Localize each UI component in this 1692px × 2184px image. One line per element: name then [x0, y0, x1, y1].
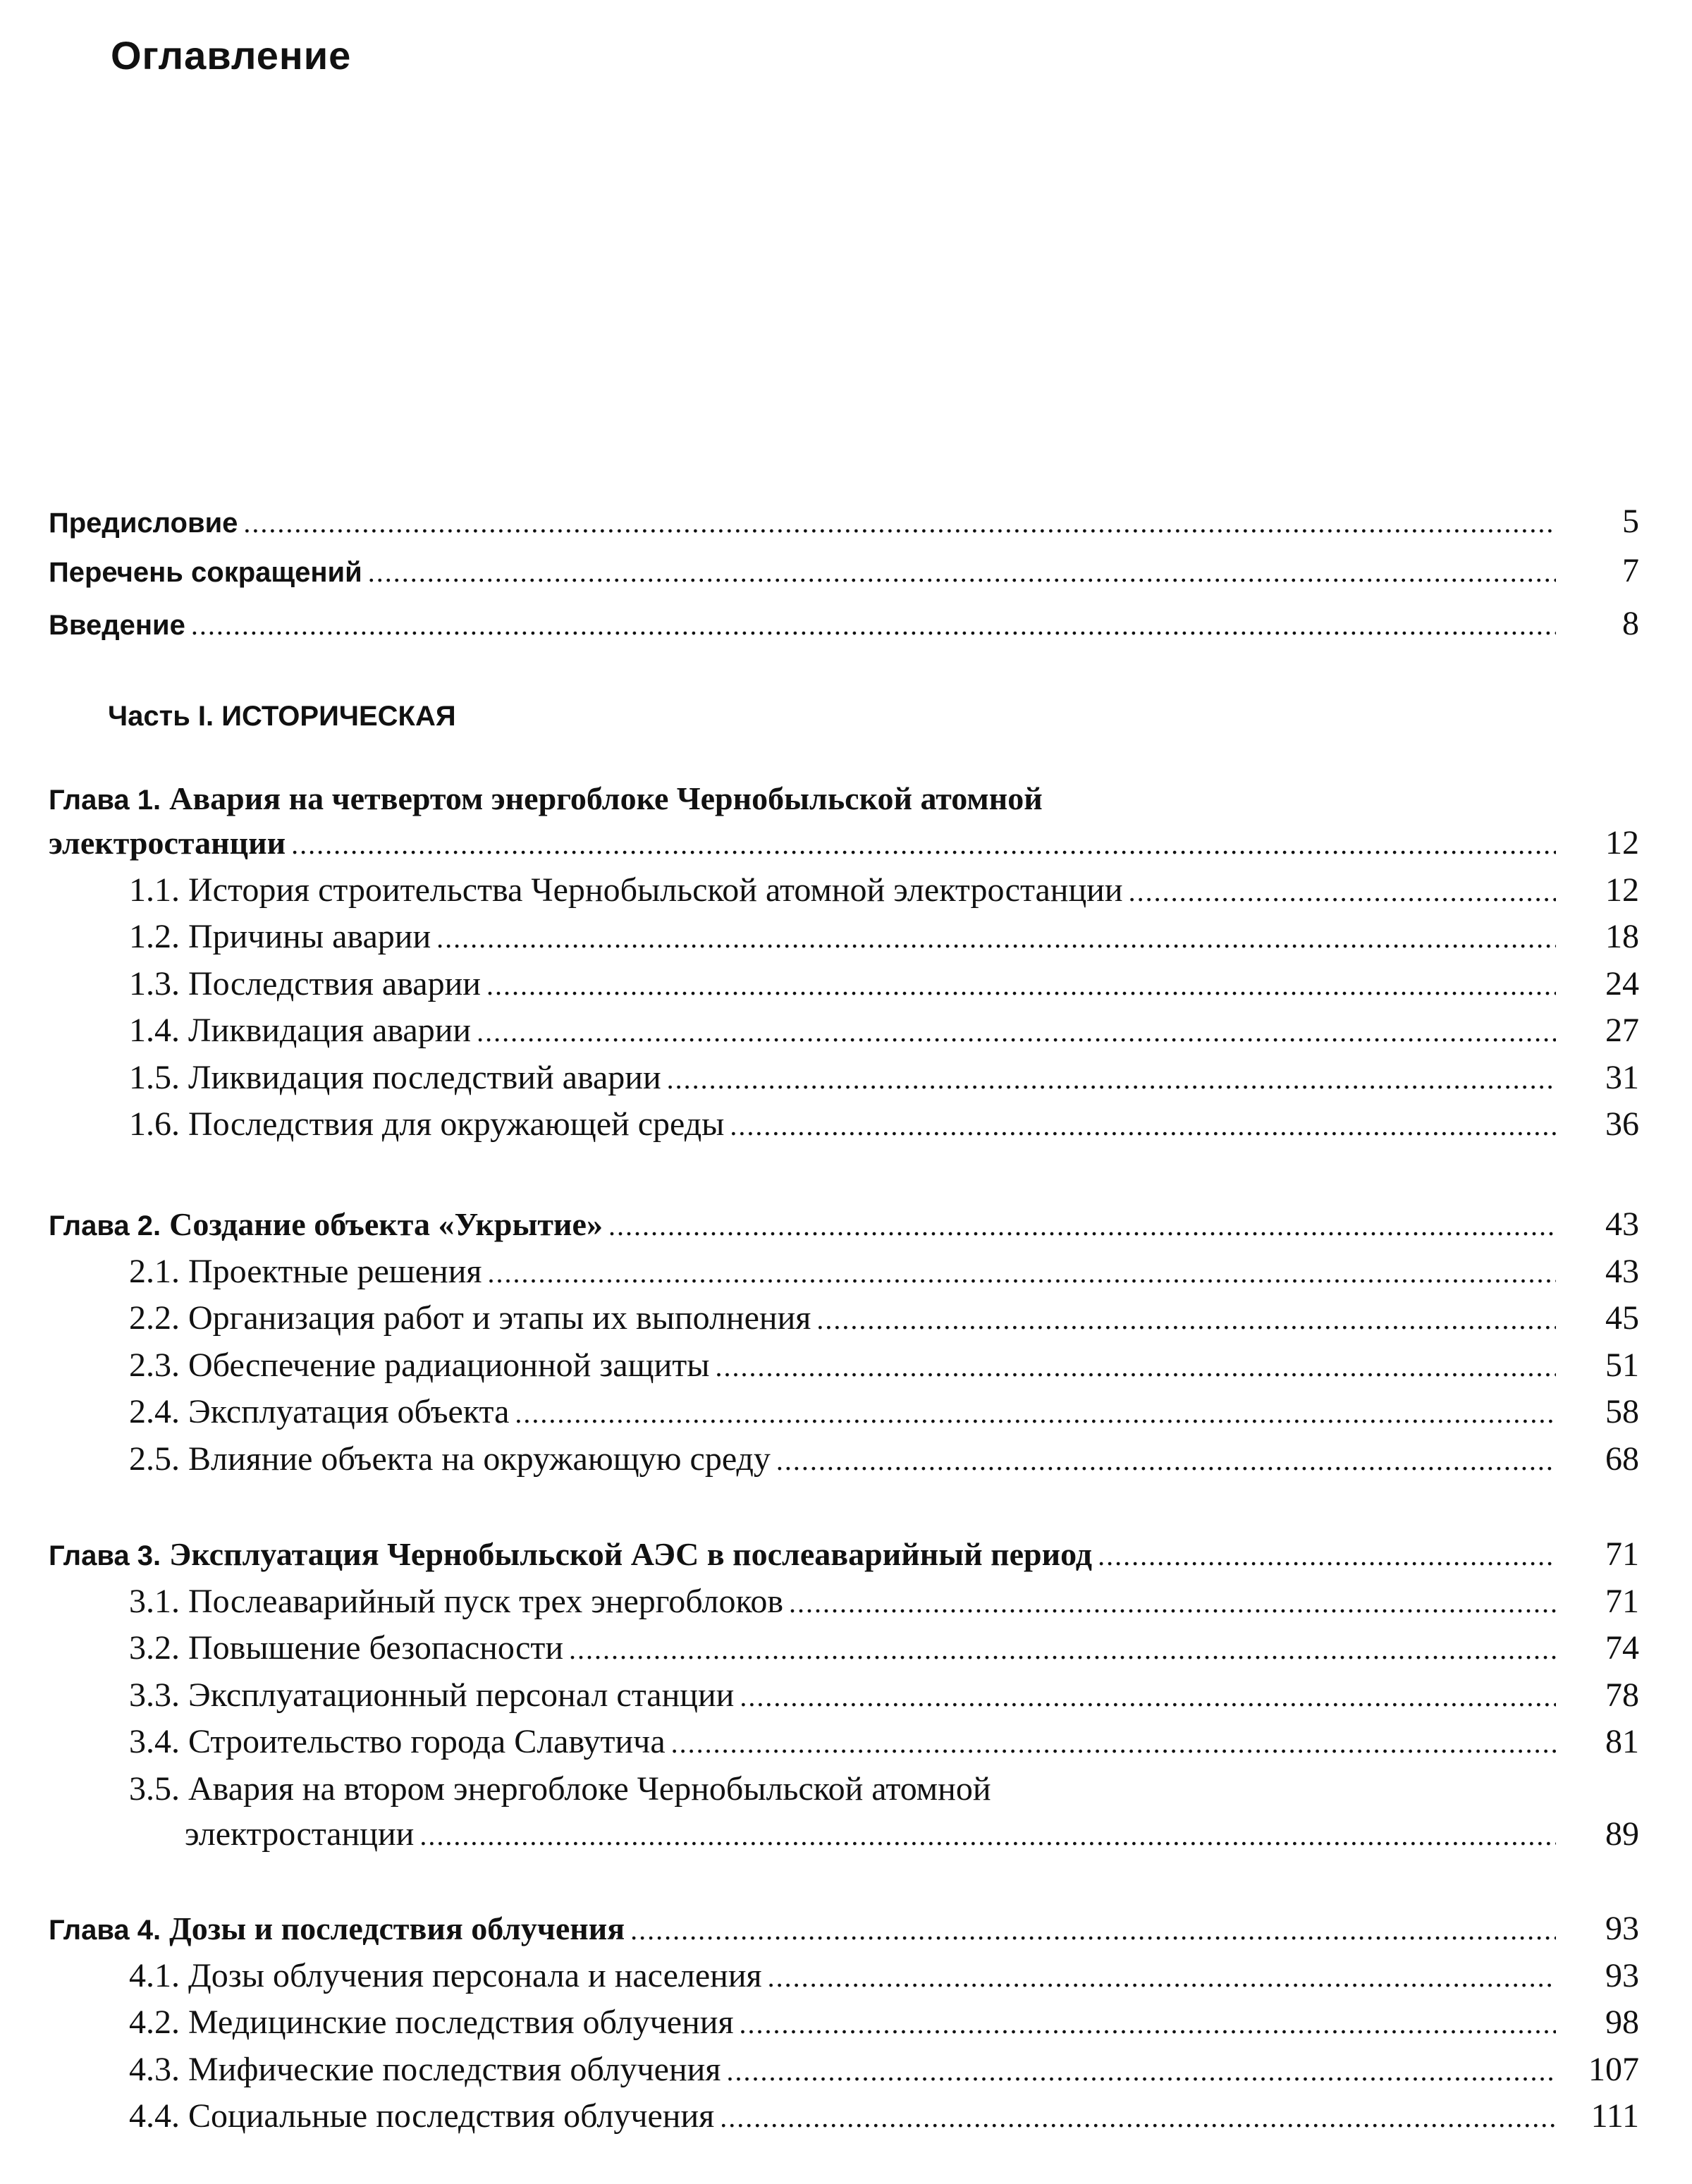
- toc-entry[interactable]: [49, 823, 1639, 866]
- toc-entry[interactable]: [49, 1535, 1639, 1577]
- page-number: 93: [1605, 1956, 1639, 1994]
- page-number: 71: [1605, 1535, 1639, 1573]
- section-label: 1.5. Ликвидация последствий аварии: [129, 1058, 661, 1096]
- section-label: 4.1. Дозы облучения персонала и населения: [129, 1956, 762, 1994]
- dot-leader: [789, 1586, 1556, 1619]
- toc-entry[interactable]: [49, 1909, 1639, 1951]
- toc-entry[interactable]: [49, 604, 1639, 646]
- dot-leader: [477, 1015, 1556, 1048]
- page-number: 7: [1622, 552, 1639, 589]
- dot-leader: [720, 2101, 1556, 2134]
- page-number: 12: [1605, 824, 1639, 861]
- toc-entry[interactable]: [129, 1105, 1639, 1147]
- dot-leader: [740, 1680, 1556, 1713]
- toc-entry[interactable]: [129, 1722, 1639, 1765]
- toc-entry[interactable]: [129, 1011, 1639, 1053]
- dot-leader: [730, 1109, 1556, 1142]
- dot-leader: [368, 556, 1556, 589]
- page-number: 107: [1588, 2050, 1639, 2088]
- dot-leader: [630, 1913, 1556, 1946]
- dot-leader: [671, 1726, 1556, 1760]
- section-label: 1.4. Ликвидация аварии: [129, 1012, 472, 1049]
- dot-leader: [740, 2007, 1556, 2040]
- page-number: 5: [1622, 503, 1639, 540]
- page-number: 27: [1605, 1012, 1639, 1049]
- page-number: 36: [1605, 1105, 1639, 1143]
- toc-entry[interactable]: [129, 1956, 1639, 1999]
- dot-leader: [436, 921, 1556, 955]
- toc-entry[interactable]: [129, 1252, 1639, 1294]
- page-number: 24: [1605, 964, 1639, 1002]
- dot-leader: [515, 1397, 1556, 1430]
- section-label: 2.1. Проектные решения: [129, 1252, 482, 1290]
- section-label: 1.3. Последствия аварии: [129, 964, 481, 1002]
- page-number: 89: [1605, 1815, 1639, 1853]
- chapter-label: [49, 779, 1043, 818]
- chapter-title: Эксплуатация Чернобыльской АЭС в послеаварийный период: [169, 1536, 1093, 1572]
- chapter-title: Авария на четвертом энергоблоке Чернобыльской атомной: [169, 780, 1043, 816]
- toc-entry[interactable]: [129, 1676, 1639, 1718]
- page-number: 45: [1605, 1299, 1639, 1337]
- page-number: 111: [1590, 2097, 1639, 2135]
- page-number: 68: [1605, 1440, 1639, 1478]
- dot-leader: [667, 1062, 1556, 1096]
- section-label: 3.1. Послеаварийный пуск трех энергоблоков: [129, 1582, 784, 1620]
- page-number: 8: [1622, 605, 1639, 642]
- toc-entry[interactable]: [129, 1299, 1639, 1341]
- toc-entry[interactable]: [129, 1058, 1639, 1100]
- section-label: 1.2. Причины аварии: [129, 918, 431, 955]
- section-label: 3.4. Строительство города Славутича: [129, 1723, 666, 1760]
- dot-leader: [726, 2054, 1556, 2087]
- chapter-prefix: Глава 2.: [49, 1210, 161, 1241]
- chapter-prefix: Глава 3.: [49, 1540, 161, 1571]
- section-label: 3.2. Повышение безопасности: [129, 1629, 564, 1667]
- page-number: 78: [1605, 1676, 1639, 1714]
- toc-entry[interactable]: [129, 1392, 1639, 1435]
- toc-entry[interactable]: [129, 1582, 1639, 1624]
- toc-entry[interactable]: [129, 871, 1639, 913]
- entry-label: Перечень сокращений: [49, 557, 362, 588]
- section-label: 4.3. Мифические последствия облучения: [129, 2050, 721, 2088]
- dot-leader: [776, 1444, 1556, 1477]
- page-number: 71: [1605, 1582, 1639, 1620]
- page-number: 93: [1605, 1910, 1639, 1947]
- dot-leader: [486, 969, 1556, 1002]
- toc-entry[interactable]: [49, 1205, 1639, 1247]
- section-label: 2.2. Организация работ и этапы их выполнения: [129, 1299, 811, 1337]
- chapter-prefix: Глава 1.: [49, 785, 161, 816]
- toc-entry[interactable]: [185, 1815, 1639, 1857]
- part-heading: Часть I. ИСТОРИЧЕСКАЯ: [108, 701, 456, 732]
- page-number: 31: [1605, 1058, 1639, 1096]
- dot-leader: [487, 1256, 1556, 1289]
- page-number: 18: [1605, 918, 1639, 955]
- toc-entry[interactable]: [129, 2003, 1639, 2045]
- dot-leader: [768, 1961, 1556, 1994]
- section-label: 2.3. Обеспечение радиационной защиты: [129, 1346, 710, 1384]
- toc-entry[interactable]: [49, 502, 1639, 544]
- toc-entry[interactable]: [129, 2050, 1639, 2092]
- toc-entry[interactable]: [49, 551, 1639, 594]
- dot-leader: [1098, 1539, 1556, 1572]
- section-label: 3.5. Авария на втором энергоблоке Чернобыльской атомной: [129, 1769, 991, 1808]
- chapter-entry[interactable]: [49, 779, 1639, 821]
- chapter-prefix: Глава 4.: [49, 1915, 161, 1946]
- dot-leader: [816, 1303, 1556, 1336]
- chapter-title-cont: электростанции: [49, 825, 286, 861]
- page-number: 74: [1605, 1629, 1639, 1667]
- page-number: 51: [1605, 1346, 1639, 1384]
- toc-entry[interactable]: [129, 2097, 1639, 2139]
- toc-entry[interactable]: [129, 1628, 1639, 1671]
- section-label: 4.4. Социальные последствия облучения: [129, 2097, 715, 2135]
- page-number: 98: [1605, 2004, 1639, 2041]
- page-number: 43: [1605, 1252, 1639, 1290]
- dot-leader: [569, 1633, 1556, 1666]
- page-number: 58: [1605, 1393, 1639, 1430]
- chapter-label: [49, 1909, 625, 1948]
- toc-entry[interactable]: [129, 917, 1639, 959]
- section-label: 2.4. Эксплуатация объекта: [129, 1393, 510, 1430]
- dot-leader: [715, 1350, 1556, 1383]
- entry-label: Введение: [49, 610, 185, 641]
- chapter-title: Создание объекта «Укрытие»: [169, 1206, 603, 1242]
- chapter-label: [49, 1205, 603, 1244]
- page-number: 43: [1605, 1206, 1639, 1243]
- section-label: 1.6. Последствия для окружающей среды: [129, 1105, 725, 1143]
- chapter-label: [49, 1535, 1092, 1573]
- dot-leader: [419, 1819, 1556, 1852]
- section-label: 2.5. Влияние объекта на окружающую среду: [129, 1440, 771, 1478]
- toc-entry[interactable]: [129, 964, 1639, 1007]
- entry-label: Предисловие: [49, 508, 238, 539]
- chapter-title: Дозы и последствия облучения: [169, 1910, 625, 1946]
- toc-entry[interactable]: [129, 1440, 1639, 1482]
- section-label: 3.3. Эксплуатационный персонал станции: [129, 1676, 735, 1714]
- section-entry[interactable]: [129, 1769, 1639, 1812]
- section-label: 4.2. Медицинские последствия облучения: [129, 2004, 734, 2041]
- chapter-title-continued: [49, 823, 286, 862]
- page-number: 12: [1605, 871, 1639, 909]
- dot-leader: [291, 828, 1556, 861]
- page-title: Оглавление: [111, 33, 352, 78]
- dot-leader: [608, 1209, 1556, 1242]
- section-label-cont: электростанции: [185, 1815, 415, 1853]
- section-label: 1.1. История строительства Чернобыльской атомной электростанции: [129, 871, 1123, 909]
- toc-entry[interactable]: [129, 1346, 1639, 1388]
- page-number: 81: [1605, 1723, 1639, 1760]
- dot-leader: [191, 608, 1556, 642]
- dot-leader: [243, 506, 1556, 539]
- dot-leader: [1129, 875, 1556, 908]
